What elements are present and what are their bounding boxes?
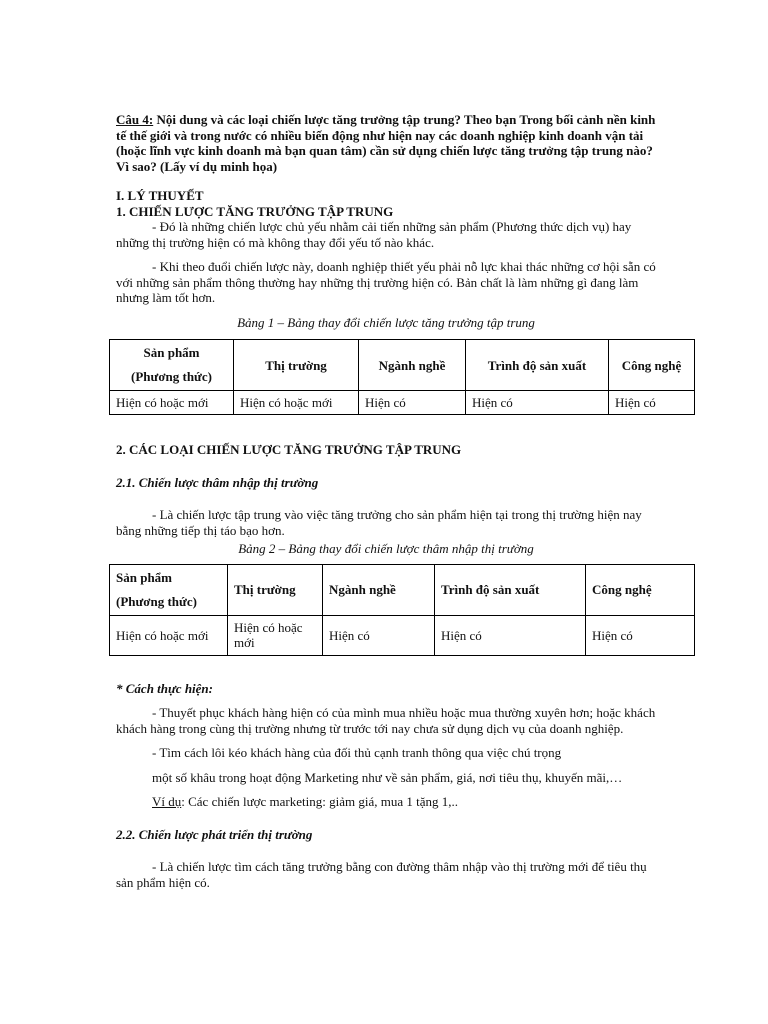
table1-header-production: Trình độ sản xuất bbox=[466, 340, 609, 391]
table2-header-industry: Ngành nghề bbox=[323, 564, 435, 615]
section21-heading: 2.1. Chiến lược thâm nhập thị trường bbox=[116, 474, 319, 490]
table1-header-method: (Phương thức) bbox=[131, 369, 212, 384]
table-row bbox=[110, 391, 695, 415]
table1-header-industry: Ngành nghề bbox=[359, 340, 466, 391]
table2-cell: Hiện có hoặc mới bbox=[110, 615, 228, 655]
example-label: Ví dụ bbox=[152, 794, 182, 809]
table2-cell: Hiện có hoặc mới bbox=[228, 615, 323, 655]
question-label: Câu 4: bbox=[116, 112, 154, 127]
table2-cell: Hiện có bbox=[586, 615, 695, 655]
question-paragraph bbox=[116, 112, 656, 174]
table1-caption: Bảng 1 – Bảng thay đổi chiến lược tăng trưởng tập trung bbox=[237, 314, 535, 330]
howto-heading: * Cách thực hiện: bbox=[116, 680, 213, 696]
howto-para1: - Thuyết phục khách hàng hiện có của mình mua nhiều hoặc mua thường xuyên hơn; hoặc khách khách hàng trong cùng thị trường nhưng từ trước tới nay chưa sử dụng dịch vụ của doanh nghiệp. bbox=[116, 705, 656, 736]
table1-cell: Hiện có bbox=[466, 391, 609, 415]
table2-caption: Bảng 2 – Bảng thay đổi chiến lược thâm nhập thị trường bbox=[238, 541, 534, 556]
howto-para3: một số khâu trong hoạt động Marketing như về sản phẩm, giá, nơi tiêu thụ, khuyến mãi,… bbox=[152, 769, 623, 785]
section22-heading: 2.2. Chiến lược phát triển thị trường bbox=[116, 826, 313, 842]
section2-heading: 2. CÁC LOẠI CHIẾN LƯỢC TĂNG TRƯỞNG TẬP TRUNG bbox=[116, 442, 462, 457]
document-page bbox=[116, 112, 682, 890]
section1-para2: - Khi theo đuổi chiến lược này, doanh nghiệp thiết yếu phải nỗ lực khai thác những cơ hội sẵn có với những sản phẩm thông thường hay những thị trường hiện có. Bản chất là làm những gì đang làm nhưng làm tốt hơn. bbox=[116, 259, 656, 305]
table1-cell: Hiện có hoặc mới bbox=[110, 391, 234, 415]
table-row bbox=[110, 615, 695, 655]
table2 bbox=[109, 564, 695, 656]
section1-heading: I. LÝ THUYẾT bbox=[116, 188, 204, 203]
section21-para: - Là chiến lược tập trung vào việc tăng trưởng cho sản phẩm hiện tại trong thị trường hiện nay bằng những tiếp thị táo bạo hơn. bbox=[116, 507, 642, 538]
table2-cell: Hiện có bbox=[323, 615, 435, 655]
question-text: Nội dung và các loại chiến lược tăng trưởng tập trung? Theo bạn Trong bối cảnh nền kinh tế thế giới và trong nước có nhiều biến động như hiện nay các doanh nghiệp kinh doanh vận tải (hoặc lĩnh vực kinh doanh mà bạn quan tâm) cần sử dụng chiến lược tăng trưởng tập trung nào? Vì sao? (Lấy ví dụ minh họa) bbox=[116, 112, 656, 174]
table2-header-row bbox=[110, 564, 695, 615]
table1-cell: Hiện có hoặc mới bbox=[234, 391, 359, 415]
table1 bbox=[109, 339, 695, 415]
howto-para2: - Tìm cách lôi kéo khách hàng của đối thủ cạnh tranh thông qua việc chú trọng bbox=[152, 745, 562, 760]
section1-subheading: 1. CHIẾN LƯỢC TĂNG TRƯỞNG TẬP TRUNG bbox=[116, 203, 394, 219]
table2-header-production: Trình độ sản xuất bbox=[435, 564, 586, 615]
table1-header-market: Thị trường bbox=[234, 340, 359, 391]
example-paragraph bbox=[116, 794, 656, 810]
table2-header-market: Thị trường bbox=[228, 564, 323, 615]
table1-header-technology: Công nghệ bbox=[609, 340, 695, 391]
table2-header-technology: Công nghệ bbox=[586, 564, 695, 615]
example-text: : Các chiến lược marketing: giảm giá, mua 1 tặng 1,.. bbox=[181, 794, 458, 809]
section1-para1: - Đó là những chiến lược chủ yếu nhằm cải tiến những sản phẩm (Phương thức dịch vụ) hay những thị trường hiện có mà không thay đổi yếu tố nào khác. bbox=[116, 219, 632, 250]
section22-para: - Là chiến lược tìm cách tăng trưởng bằng con đường thâm nhập vào thị trường mới để tiêu thụ sản phẩm hiện có. bbox=[116, 859, 647, 890]
table2-header-cell bbox=[110, 564, 228, 615]
table1-header-row bbox=[110, 340, 695, 391]
table2-header-method: (Phương thức) bbox=[116, 593, 197, 609]
table1-header-cell bbox=[110, 340, 234, 391]
table1-cell: Hiện có bbox=[609, 391, 695, 415]
table1-cell: Hiện có bbox=[359, 391, 466, 415]
table1-header-product: Sản phẩm bbox=[143, 345, 200, 360]
table2-cell: Hiện có bbox=[435, 615, 586, 655]
table2-header-product: Sản phẩm bbox=[116, 569, 172, 585]
